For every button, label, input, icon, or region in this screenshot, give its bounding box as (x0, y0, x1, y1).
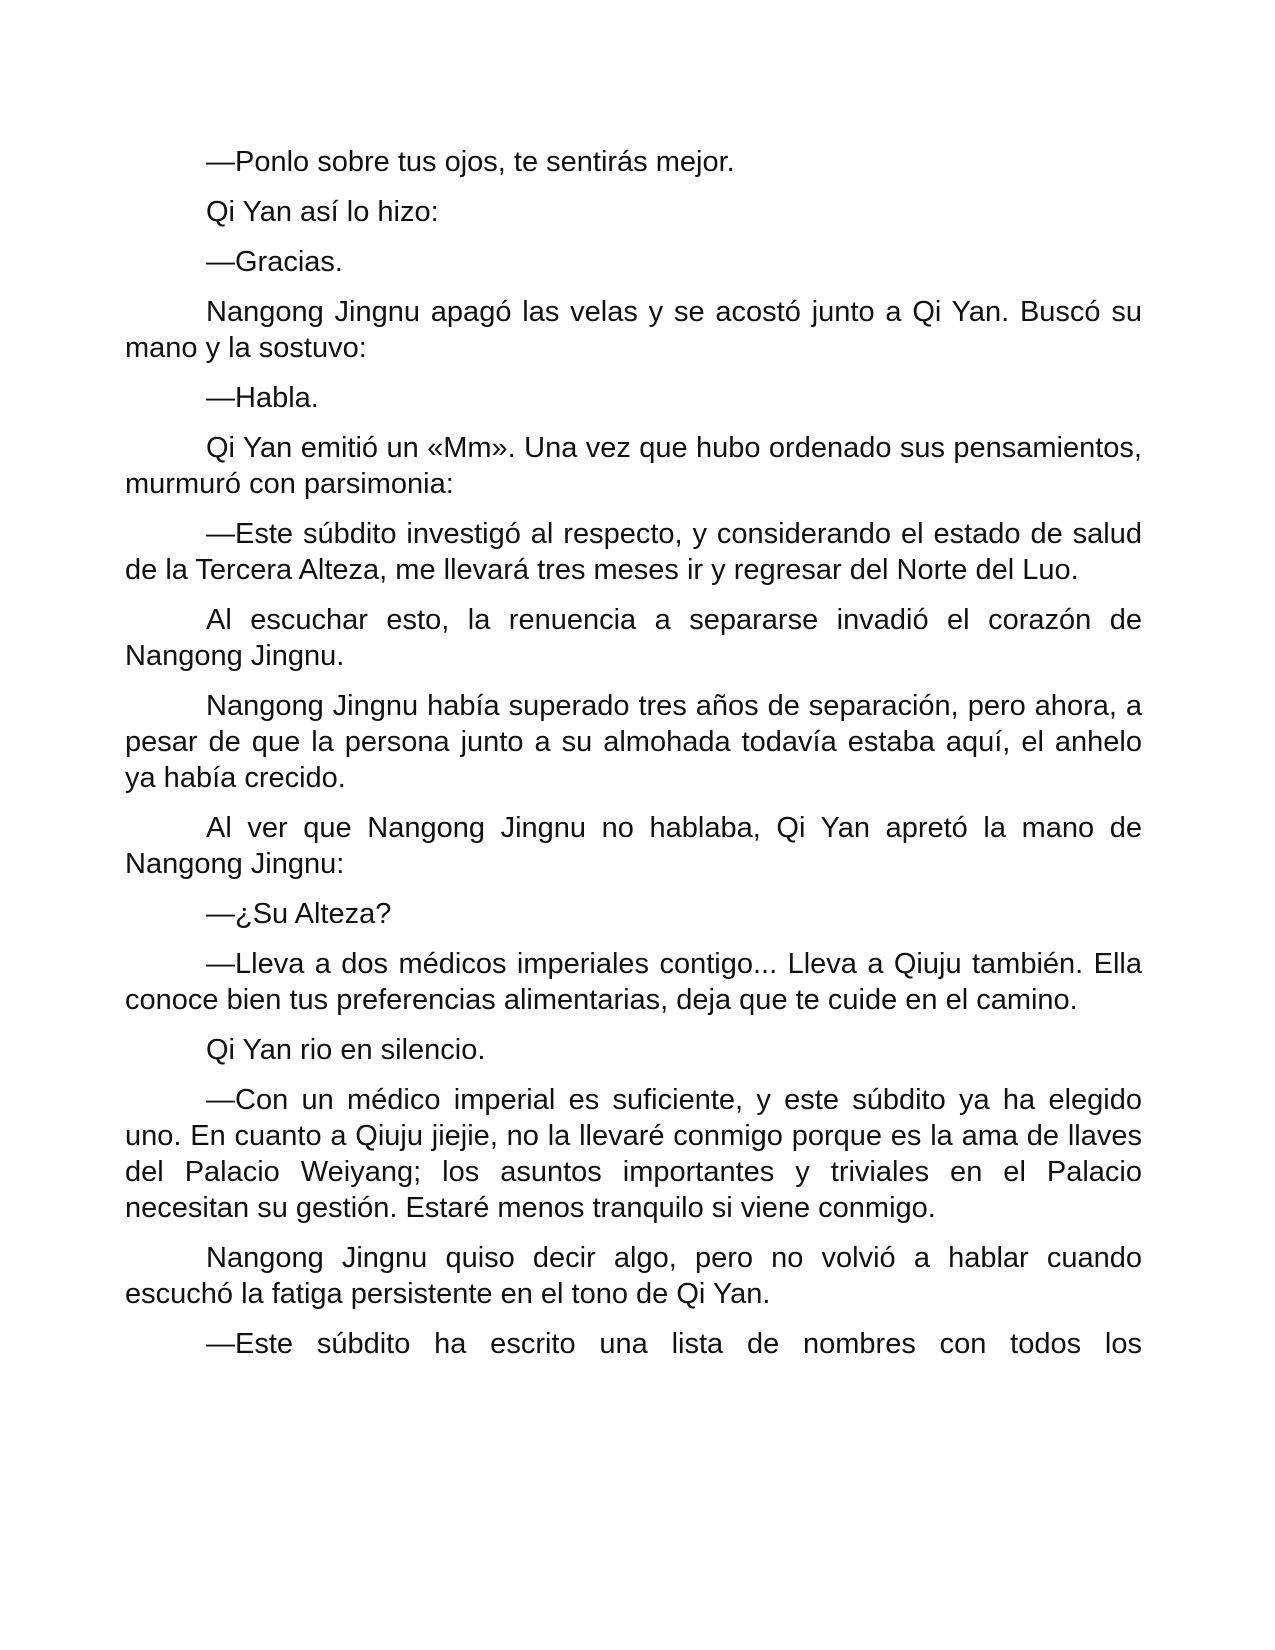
paragraph: Al escuchar esto, la renuencia a separarse invadió el corazón de Nangong Jingnu. (125, 604, 1142, 672)
body-text (125, 144, 1142, 1376)
paragraph: Al ver que Nangong Jingnu no hablaba, Qi Yan apretó la mano de Nangong Jingnu: (125, 812, 1142, 880)
paragraph: —Este súbdito investigó al respecto, y considerando el estado de salud de la Tercera Alteza, me llevará tres meses ir y regresar del Norte del Luo. (125, 518, 1142, 586)
paragraph: Nangong Jingnu apagó las velas y se acostó junto a Qi Yan. Buscó su mano y la sostuvo: (125, 296, 1142, 364)
paragraph: —Este súbdito ha escrito una lista de nombres con todos los (206, 1328, 1142, 1360)
paragraph: —Lleva a dos médicos imperiales contigo... Lleva a Qiuju también. Ella conoce bien tus preferencias alimentarias, deja que te cuide en el camino. (125, 948, 1142, 1016)
paragraph: —¿Su Alteza? (206, 898, 392, 930)
paragraph: —Habla. (206, 382, 319, 414)
paragraph: Qi Yan así lo hizo: (206, 196, 439, 228)
paragraph: Nangong Jingnu quiso decir algo, pero no volvió a hablar cuando escuchó la fatiga persistente en el tono de Qi Yan. (125, 1242, 1142, 1310)
paragraph: —Gracias. (206, 246, 343, 278)
paragraph: Nangong Jingnu había superado tres años de separación, pero ahora, a pesar de que la persona junto a su almohada todavía estaba aquí, el anhelo ya había crecido. (125, 690, 1142, 794)
paragraph: Qi Yan rio en silencio. (206, 1034, 486, 1066)
paragraph: —Ponlo sobre tus ojos, te sentirás mejor. (206, 146, 735, 178)
paragraph: Qi Yan emitió un «Mm». Una vez que hubo ordenado sus pensamientos, murmuró con parsimonia: (125, 432, 1142, 500)
paragraph: —Con un médico imperial es suficiente, y este súbdito ya ha elegido uno. En cuanto a Qiuju jiejie, no la llevaré conmigo porque es la ama de llaves del Palacio Weiyang; los asuntos importantes y triviales en el Palacio necesitan su gestión. Estaré menos tranquilo si viene conmigo. (125, 1084, 1142, 1224)
